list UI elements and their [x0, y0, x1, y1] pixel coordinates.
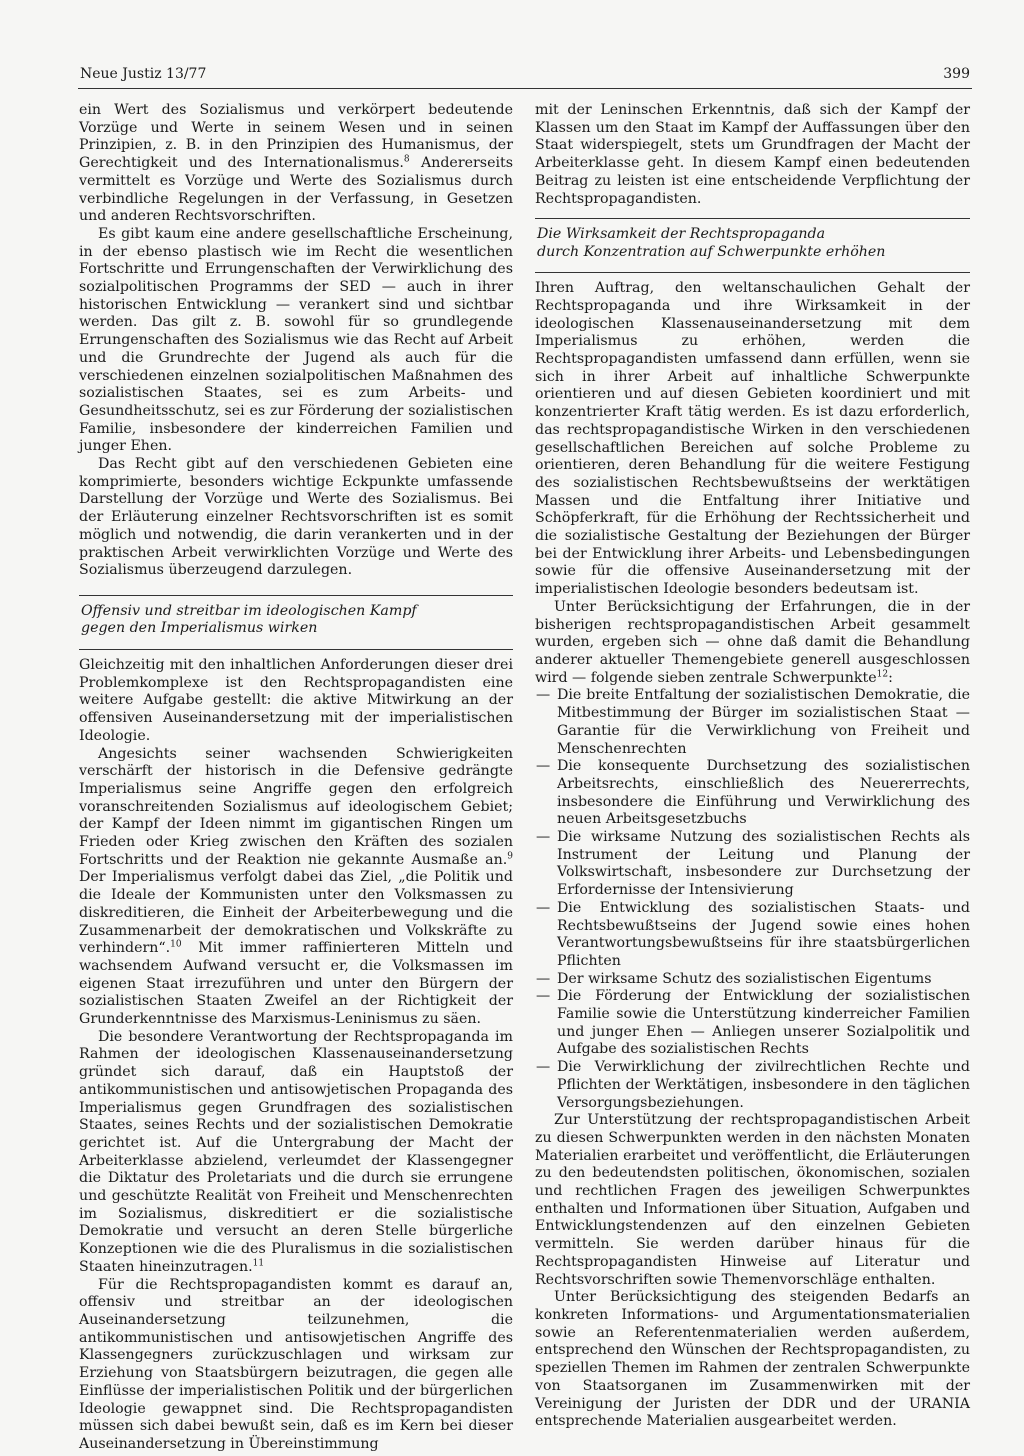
- text-run: Andererseits vermittelt es Vorzüge und Werte des Sozialismus durch verbindliche Regelungen in der Verfassung, in Gesetzen und anderen Rechtsvorschriften.: [79, 155, 513, 225]
- right-column: [535, 102, 970, 1431]
- paragraph: Ihren Auftrag, den weltanschaulichen Gehalt der Rechtspropaganda und ihre Wirksamkeit in der ideologischen Klassenauseinandersetzung mit dem Imperialismus zu erhöhen, werden die Rechtspropagandisten umfassend dann erfüllen, wenn sie sich in ihrer Arbeit auf inhaltliche Schwerpunkte orientieren und auf diesen Gebieten koordiniert und mit konzentrierter Kraft tätig werden. Es ist dazu erforderlich, das rechtspropagandistische Wirken in den verschiedenen gesellschaftlichen Bereichen auf solche Probleme zu orientieren, deren Behandlung für die weitere Festigung des sozialistischen Rechtsbewußtseins der werktätigen Massen und die Entfaltung ihrer Initiative und Schöpferkraft, für die Erhöhung der Rechtssicherheit und die sozialistische Gestaltung der Beziehungen der Bürger bei der Entwicklung ihrer Arbeits- und Lebensbedingungen sowie für die offensive Auseinandersetzung mit der imperialistischen Ideologie besonders bedeutsam ist.: [535, 280, 970, 598]
- footnote-ref: 8: [403, 154, 410, 165]
- dash-bullet: —: [536, 988, 551, 1005]
- section-heading-line: durch Konzentration auf Schwerpunkte erhöhen: [537, 243, 886, 260]
- list-item: [535, 758, 970, 829]
- priority-list: [535, 687, 970, 1112]
- paragraph: Gleichzeitig mit den inhaltlichen Anforderungen dieser drei Problemkomplexe ist den Rechtspropagandisten eine weitere Aufgabe gestellt: die aktive Mitwirkung an der offensiven Auseinandersetzung mit der imperialistischen Ideologie.: [79, 656, 513, 744]
- paragraph: [79, 102, 513, 226]
- journal-issue: Neue Justiz 13/77: [80, 66, 207, 82]
- footnote-ref: 9: [507, 850, 513, 861]
- section-heading-line: Die Wirksamkeit der Rechtspropaganda: [537, 226, 826, 243]
- dash-bullet: —: [536, 758, 551, 775]
- paragraph: [79, 746, 513, 1029]
- left-column: [79, 102, 513, 1454]
- list-item: [535, 829, 970, 900]
- paragraph: Das Recht gibt auf den verschiedenen Gebieten eine komprimierte, besonders wichtige Eckpunkte umfassende Darstellung der Vorzüge und Werte des Sozialismus. Bei der Erläuterung einzelner Rechtsvorschriften ist es somit möglich und notwendig, die darin verankerten und in der praktischen Arbeit verwirklichten Vorzüge und Werte des Sozialismus überzeugend darzulegen.: [79, 456, 513, 579]
- footnote-ref: 12: [876, 668, 889, 679]
- list-item-text: Die Entwicklung des sozialistischen Staats- und Rechtsbewußtseins der Jugend sowie eines hohen Verantwortungsbewußtseins für ihre staatsbürgerlichen Pflichten: [557, 899, 970, 969]
- dash-bullet: —: [536, 829, 551, 846]
- list-item: [535, 900, 970, 971]
- paragraph: Unter Berücksichtigung des steigenden Bedarfs an konkreten Informations- und Argumentationsmaterialien sowie an Referentenmaterialien werden außerdem, entsprechend den Wünschen der Rechtspropagandisten, zu speziellen Themen im Rahmen der zentralen Schwerpunkte von Staatsorganen im Zusammenwirken mit der Vereinigung der Juristen der DDR und der URANIA entsprechende Materialien ausgearbeitet werden.: [535, 1289, 970, 1430]
- paragraph: [79, 1029, 513, 1277]
- list-item-text: Der wirksame Schutz des sozialistischen Eigentums: [557, 970, 932, 987]
- text-run: Die besondere Verantwortung der Rechtspropaganda im Rahmen der ideologischen Klassenauseinandersetzung gründet sich darauf, daß ein Hauptstoß der antikommunistischen und antisowjetischen Propaganda des Imperialismus gegen Grundfragen des sozialistischen Staates, seines Rechts und der sozialistischen Demokratie gerichtet ist. Auf die Untergrabung der Macht der Arbeiterklasse abzielend, verleumdet der Klassengegner die Diktatur des Proletariats und die durch sie errungene und geschützte Realität von Freiheit und Menschenrechten im Sozialismus, diskreditiert er die sozialistische Demokratie und versucht an deren Stelle bürgerliche Konzeptionen wie die des Pluralismus in die sozialistischen Staaten hineinzutragen.: [79, 1028, 513, 1275]
- section-divider: [535, 272, 970, 273]
- list-item: [535, 1059, 970, 1112]
- paragraph: Zur Unterstützung der rechtspropagandistischen Arbeit zu diesen Schwerpunkten werden in den nächsten Monaten Materialien erarbeitet und veröffentlicht, die Erläuterungen zu den bedeutendsten politischen, ökonomischen, sozialen und rechtlichen Fragen des jeweiligen Schwerpunktes enthalten und Informationen über Situation, Aufgaben und Entwicklungstendenzen auf den einzelnen Gebieten vermitteln. Sie werden darüber hinaus für die Rechtspropagandisten Hinweise auf Literatur und Rechtsvorschriften sowie Themenvorschläge enthalten.: [535, 1112, 970, 1288]
- page-number: 399: [943, 66, 970, 82]
- dash-bullet: —: [536, 1059, 551, 1076]
- list-item-text: Die wirksame Nutzung des sozialistischen Rechts als Instrument der Leitung und Planung der Volkswirtschaft, insbesondere zur Durchsetzung der Erfordernisse der Intensivierung: [557, 829, 970, 899]
- text-run: Mit immer raffinierteren Mitteln und wachsendem Aufwand versucht er, die Volksmassen im eigenen Staat irrezuführen und unter den Bürgern der sozialistischen Staaten Zweifel an der Richtigkeit der Grunderkenntnisse des Marxismus-Leninismus zu säen.: [79, 940, 513, 1028]
- list-item-text: Die breite Entfaltung der sozialistischen Demokratie, die Mitbestimmung der Bürger im sozialistischen Staat — Garantie für die Verwirklichung von Freiheit und Menschenrechten: [557, 687, 970, 757]
- list-item-text: Die Verwirklichung der zivilrechtlichen Rechte und Pflichten der Werktätigen, insbesondere in den täglichen Versorgungsbeziehungen.: [557, 1059, 970, 1111]
- dash-bullet: —: [536, 899, 551, 916]
- text-run: Der Imperialismus verfolgt dabei das Ziel, „die Politik und die Ideale der Kommunisten unter den Volksmassen zu diskreditieren, die Einheit der Arbeiterbewegung und die Zusammenarbeit der demokratischen und Volkskräfte zu verhindern“.: [79, 869, 513, 957]
- section-heading-line: Offensiv und streitbar im ideologischen Kampf: [81, 602, 417, 619]
- list-item-text: Die konsequente Durchsetzung des sozialistischen Arbeitsrechts, einschließlich des Neuererrechts, insbesondere die Einführung und Verwirklichung des neuen Arbeitsgesetzbuchs: [557, 758, 970, 828]
- section-heading-line: gegen den Imperialismus wirken: [81, 620, 318, 637]
- text-run: :: [888, 669, 893, 686]
- footnote-ref: 11: [252, 1258, 265, 1269]
- footnote-ref: 10: [170, 939, 182, 950]
- text-run: ein Wert des Sozialismus und verkörpert bedeutende Vorzüge und Werte in seinem Wesen und in seinen Prinzipien, z. B. in den Prinzipien des Humanismus, der Gerechtigkeit und des Internationalismus.: [79, 102, 513, 172]
- section-heading: [79, 603, 513, 638]
- section-divider: [79, 595, 513, 596]
- list-item: [535, 971, 970, 989]
- text-run: Unter Berücksichtigung der Erfahrungen, die in der bisherigen rechtspropagandistischen Arbeit gesammelt wurden, ergeben sich — ohne daß damit die Behandlung anderer aktueller Themengebiete generell ausgeschlossen wird — folgende sieben zentrale Schwerpunkte: [535, 598, 970, 686]
- section-heading: [535, 226, 970, 261]
- dash-bullet: —: [536, 970, 551, 987]
- list-item: [535, 687, 970, 758]
- text-run: Angesichts seiner wachsenden Schwierigkeiten verschärft der historisch in die Defensive gedrängte Imperialismus seine Angriffe gegen den erfolgreich voranschreitenden Sozialismus auf ideologischem Gebiet; der Kampf der Ideen nimmt im gigantischen Ringen um Frieden oder Krieg zwischen den Kräften des sozialen Fortschritts und der Reaktion nie gekannte Ausmaße an.: [79, 745, 513, 868]
- running-header: [78, 62, 972, 89]
- dash-bullet: —: [536, 687, 551, 704]
- list-item: [535, 988, 970, 1059]
- section-divider: [79, 649, 513, 650]
- list-item-text: Die Förderung der Entwicklung der sozialistischen Familie sowie die Unterstützung kinderreicher Familien und junger Ehen — Anliegen unserer Sozialpolitik und Aufgabe des sozialistischen Rechts: [557, 988, 970, 1058]
- paragraph: mit der Leninschen Erkenntnis, daß sich der Kampf der Klassen um den Staat im Kampf der Auffassungen über den Staat widerspiegelt, stets um Grundfragen der Macht der Arbeiterklasse geht. In diesem Kampf einen bedeutenden Beitrag zu leisten ist eine entscheidende Verpflichtung der Rechtspropagandisten.: [535, 102, 970, 207]
- paragraph: Für die Rechtspropagandisten kommt es darauf an, offensiv und streitbar an der ideologischen Auseinandersetzung teilzunehmen, die antikommunistischen und antisowjetischen Angriffe des Klassengegners zurückzuschlagen und wirksam zur Erziehung von Staatsbürgern beizutragen, die gegen alle Einflüsse der imperialistischen Politik und der bürgerlichen Ideologie gewappnet sind. Die Rechtspropagandisten müssen sich dabei bewußt sein, daß es im Kern bei dieser Auseinandersetzung in Übereinstimmung: [79, 1276, 513, 1452]
- paragraph: [535, 599, 970, 688]
- paragraph: Es gibt kaum eine andere gesellschaftliche Erscheinung, in der ebenso plastisch wie im Recht die wesentlichen Fortschritte und Errungenschaften der Verwirklichung des sozialpolitischen Programms der SED — auch in ihrer historischen Entwicklung — verankert sind und sichtbar werden. Das gilt z. B. sowohl für so grundlegende Errungenschaften des Sozialismus wie das Recht auf Arbeit und die Grundrechte der Jugend als auch für die verschiedenen einzelnen sozialpolitischen Maßnahmen des sozialistischen Staates, sei es zum Arbeits- und Gesundheitsschutz, sei es zur Förderung der sozialistischen Familie, insbesondere der kinderreichen Familien und junger Ehen.: [79, 225, 513, 455]
- section-divider: [535, 218, 970, 219]
